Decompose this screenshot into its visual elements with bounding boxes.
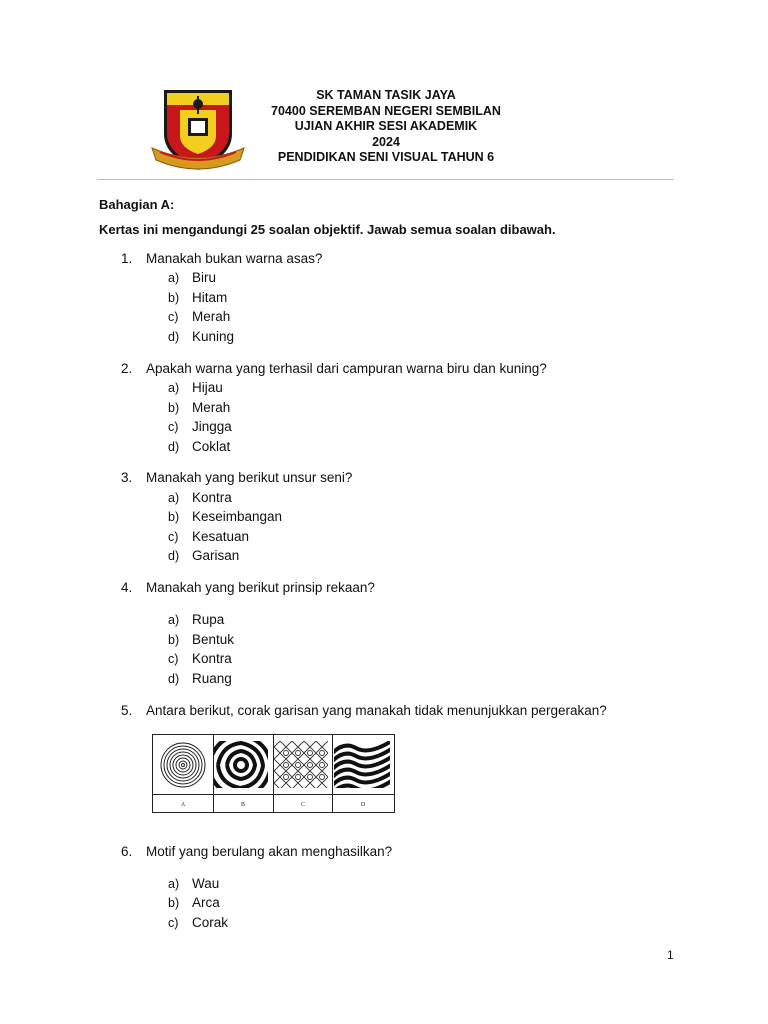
option-label: c) bbox=[168, 652, 179, 666]
pattern-b-wave-icon bbox=[209, 735, 271, 797]
option-text: Ruang bbox=[192, 671, 232, 686]
option-text: Wau bbox=[192, 876, 220, 891]
line-pattern-figure bbox=[152, 734, 395, 813]
option bbox=[168, 309, 230, 324]
option-text: Biru bbox=[192, 270, 217, 285]
option bbox=[168, 895, 220, 910]
question-text: Motif yang berulang akan menghasilkan? bbox=[146, 844, 393, 859]
option-text: Jingga bbox=[192, 419, 232, 434]
question-number: 2. bbox=[121, 361, 133, 376]
option bbox=[168, 380, 223, 395]
option-text: Kuning bbox=[192, 329, 235, 344]
instructions: Kertas ini mengandungi 25 soalan objektif. Jawab semua soalan dibawah. bbox=[99, 222, 556, 237]
question-2 bbox=[121, 361, 547, 376]
option-label: b) bbox=[168, 510, 180, 524]
question-4 bbox=[121, 580, 375, 595]
option bbox=[168, 632, 234, 647]
document-header bbox=[230, 88, 542, 166]
question-number: 1. bbox=[121, 251, 133, 266]
option bbox=[168, 400, 230, 415]
option-text: Corak bbox=[192, 915, 229, 930]
question-6 bbox=[121, 844, 392, 859]
question-number: 6. bbox=[121, 844, 133, 859]
option-label: a) bbox=[168, 613, 180, 627]
question-1 bbox=[121, 251, 322, 266]
option-label: b) bbox=[168, 633, 180, 647]
option-text: Keseimbangan bbox=[192, 509, 283, 524]
option-text: Kontra bbox=[192, 651, 232, 666]
option-label: b) bbox=[168, 896, 180, 910]
question-5 bbox=[121, 703, 607, 718]
question-number: 5. bbox=[121, 703, 133, 718]
option-text: Hijau bbox=[192, 380, 223, 395]
option-label: b) bbox=[168, 291, 180, 305]
header-divider bbox=[97, 179, 674, 180]
option-text: Arca bbox=[192, 895, 220, 910]
subject-title: PENDIDIKAN SENI VISUAL TAHUN 6 bbox=[277, 150, 495, 164]
option-text: Kesatuan bbox=[192, 529, 250, 544]
question-number: 3. bbox=[121, 470, 133, 485]
option bbox=[168, 612, 224, 627]
option-text: Merah bbox=[192, 309, 231, 324]
option bbox=[168, 439, 230, 454]
option-label: c) bbox=[168, 916, 179, 930]
school-address: 70400 SEREMBAN NEGERI SEMBILAN bbox=[271, 103, 501, 118]
option bbox=[168, 290, 227, 305]
option-label: a) bbox=[168, 381, 180, 395]
section-title: Bahagian A: bbox=[99, 197, 175, 212]
option-label: d) bbox=[168, 330, 180, 344]
page-number: 1 bbox=[667, 948, 674, 962]
question-text: Apakah warna yang terhasil dari campuran warna biru dan kuning? bbox=[146, 361, 547, 376]
figure-label-b: B bbox=[240, 802, 246, 808]
option bbox=[168, 529, 249, 544]
option-label: d) bbox=[168, 440, 180, 454]
exam-year: 2024 bbox=[372, 134, 400, 149]
question-text: Manakah yang berikut prinsip rekaan? bbox=[146, 580, 375, 595]
option-text: Garisan bbox=[192, 548, 240, 563]
option bbox=[168, 671, 232, 686]
figure-label-c: C bbox=[300, 802, 306, 808]
option bbox=[168, 490, 232, 505]
question-text: Manakah yang berikut unsur seni? bbox=[146, 470, 353, 485]
option-label: a) bbox=[168, 491, 180, 505]
option bbox=[168, 419, 232, 434]
option bbox=[168, 270, 216, 285]
option-text: Rupa bbox=[192, 612, 225, 627]
question-text: Manakah bukan warna asas? bbox=[146, 251, 323, 266]
option-label: a) bbox=[168, 877, 180, 891]
option-label: c) bbox=[168, 310, 179, 324]
option bbox=[168, 509, 282, 524]
option bbox=[168, 329, 234, 344]
school-name: SK TAMAN TASIK JAYA bbox=[316, 88, 456, 102]
option-text: Merah bbox=[192, 400, 231, 415]
option-label: c) bbox=[168, 530, 179, 544]
question-3 bbox=[121, 470, 352, 485]
option bbox=[168, 651, 232, 666]
question-text: Antara berikut, corak garisan yang manakah tidak menunjukkan pergerakan? bbox=[146, 703, 607, 718]
option-text: Kontra bbox=[192, 490, 232, 505]
option bbox=[168, 876, 219, 891]
option-label: a) bbox=[168, 271, 180, 285]
question-number: 4. bbox=[121, 580, 133, 595]
option-text: Bentuk bbox=[192, 632, 235, 647]
option-text: Coklat bbox=[192, 439, 231, 454]
option bbox=[168, 548, 239, 563]
option-label: d) bbox=[168, 549, 180, 563]
figure-label-a: A bbox=[180, 802, 186, 808]
option-text: Hitam bbox=[192, 290, 228, 305]
figure-label-d: D bbox=[360, 802, 366, 808]
option-label: c) bbox=[168, 420, 179, 434]
exam-title: UJIAN AKHIR SESI AKADEMIK bbox=[294, 119, 478, 133]
option-label: d) bbox=[168, 672, 180, 686]
option bbox=[168, 915, 228, 930]
option-label: b) bbox=[168, 401, 180, 415]
